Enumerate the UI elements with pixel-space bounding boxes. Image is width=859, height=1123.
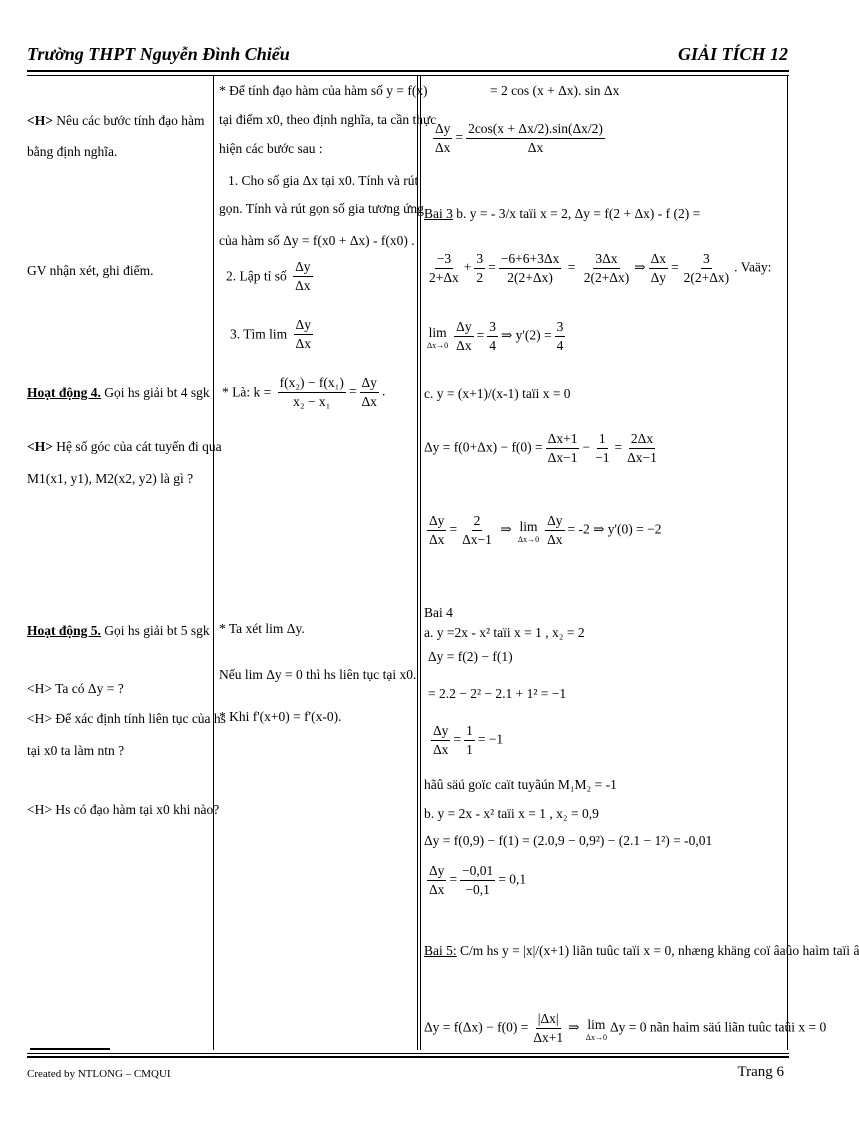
top-rule-thin [27, 75, 789, 76]
exercise-3-calc: $\frac{-3}{2+\Delta x}$ + $\frac{3}{2}$ = $\frac{-6+6+3\Delta x}{2(2+\Delta x)}$ = $\frac{3\Delta x}{2(2+\Delta x)}$ ⇒ $\frac{\Delta x}{\Delta y}$ = $\frac{3}{2(2+\Delta x)}$ . Vaäy: [429, 251, 772, 285]
subject-title: GIẢI TÍCH 12 [677, 44, 788, 64]
exercise-4b-ratio: $\frac{\Delta y}{\Delta x}$ = $\frac{-0,01}{-0,1}$ = 0,1 [429, 863, 527, 897]
slope-formula: * Là: k = $\frac{\text{f(x₂) − f(x₁)}}{\text{x₂ − x₁}}$ = $\frac{\Delta y}{\Delta x}$ . [222, 375, 386, 409]
exercise-3c-result: $\frac{\Delta y}{\Delta x}$ = $\frac{2}{\Delta x-1}$ ⇒ lim Δx→0 $\frac{\Delta y}{\Delta x}$ = -2 ⇒ y'(0) = −2 [429, 513, 662, 547]
exercise-4a: a. y =2x - x² taïi x = 1 , x₂ = 2 [424, 625, 585, 640]
step-intro-3: hiện các bước sau : [219, 141, 323, 156]
col-divider-2b [420, 75, 421, 1050]
question-1-cont: bằng định nghĩa. [27, 144, 118, 159]
exercise-4a-calc: = 2.2 − 2² − 2.1 + 1² = −1 [428, 686, 567, 701]
exercise-3: Bai 3 b. y = - 3/x taïi x = 2, Δy = f(2 + Δx) - f (2) = [424, 206, 701, 221]
step-intro: * Để tính đạo hàm của hàm số y = f(x) [219, 83, 428, 98]
sin-expansion: = 2 cos (x + Δx). sin Δx [490, 83, 620, 98]
question-2-cont: M1(x1, y1), M2(x2, y2) là gì ? [27, 471, 194, 486]
dy-dx-formula: $\frac{\Delta y}{\Delta x}$ = $\frac{2\cos(x + \Delta x/2).\sin(\Delta x/2)}{\Delta x}$ [435, 121, 603, 155]
step-1: 1. Cho số gia Δx tại x0. Tính và rút [228, 173, 419, 188]
col-divider-2 [417, 75, 418, 1050]
step-1-cont2: của hàm số Δy = f(x0 + Δx) - f(x0) . [219, 233, 415, 248]
continuity-rule: Nếu lim Δy = 0 thì hs liên tục tại x0. [219, 667, 417, 682]
col-divider-1 [213, 75, 214, 1050]
exercise-3-limit: lim Δx→0 $\frac{\Delta y}{\Delta x}$ = $\frac{3}{4}$ ⇒ y'(2) = $\frac{3}{4}$ [427, 319, 564, 353]
exercise-5: Bai 5: C/m hs y = |x|/(x+1) liãn tuûc taïi x = 0, nhæng khäng coï âaûo haìm taïi â [424, 943, 859, 958]
exercise-5-result: Δy = f(Δx) − f(0) = $\frac{|\Delta x|}{\Delta x+1}$ ⇒ lim Δx→0 Δy = 0 nãn haìm säú liãn tuûc taûi x = 0 [424, 1011, 827, 1045]
step-intro-2: tại điểm x0, theo định nghĩa, ta cần thực [219, 112, 437, 127]
step-3: 3. Tìm lim $\frac{\Delta y}{\Delta x}$ [230, 317, 311, 351]
question-2: <H> Hệ số góc của cát tuyến đi qua [27, 439, 222, 454]
teacher-note: GV nhận xét, ghi điểm. [27, 263, 154, 278]
bottom-rule [27, 1053, 789, 1054]
question-4-cont: tại x0 ta làm ntn ? [27, 743, 125, 758]
exercise-4a-ratio: $\frac{\Delta y}{\Delta x}$ = $\frac{1}{1}$ = −1 [433, 723, 504, 757]
exercise-3c: c. y = (x+1)/(x-1) taïi x = 0 [424, 386, 571, 401]
exercise-4: Bai 4 [424, 605, 453, 620]
question-4: <H> Để xác định tính liên tục của hs [27, 711, 226, 726]
right-border [787, 75, 788, 1050]
exercise-3c-dy: Δy = f(0+Δx) − f(0) = $\frac{\Delta x+1}{\Delta x-1}$ − $\frac{1}{-1}$ = $\frac{2\Delta x}{\Delta x-1}$ [424, 431, 657, 465]
activity-4: Hoạt động 4. Gọi hs giải bt 4 sgk [27, 385, 210, 400]
exercise-4a-dy: Δy = f(2) − f(1) [428, 649, 513, 664]
activity-5: Hoạt động 5. Gọi hs giải bt 5 sgk [27, 623, 210, 638]
step-2: 2. Lập tỉ số $\frac{\Delta y}{\Delta x}$ [226, 259, 311, 293]
derivative-rule: * Khi f'(x+0) = f'(x-0). [219, 709, 342, 724]
school-name: Trường THPT Nguyễn Đình Chiểu [27, 44, 290, 64]
step-1-cont: gọn. Tính và rút gọn số gia tương ứng [219, 201, 424, 216]
page-number: Trang 6 [737, 1064, 784, 1080]
question-5: <H> Hs có đạo hàm tại x0 khi nào? [27, 802, 220, 817]
exercise-4b: b. y = 2x - x² taïi x = 1 , x₂ = 0,9 [424, 806, 599, 821]
bottom-rule-thick [27, 1056, 789, 1058]
secant-slope: hãû säú goïc caït tuyãún M₁M₂ = -1 [424, 777, 617, 792]
question-1: <H> Nêu các bước tính đạo hàm [27, 113, 205, 128]
footer-credit: Created by NTLONG – CMQUI [27, 1068, 171, 1080]
question-3: <H> Ta có Δy = ? [27, 681, 124, 696]
small-rule [30, 1048, 110, 1050]
continuity-check: * Ta xét lim Δy. [219, 621, 305, 636]
exercise-4b-dy: Δy = f(0,9) − f(1) = (2.0,9 − 0,9²) − (2.1 − 1²) = -0,01 [424, 833, 713, 848]
top-rule [27, 70, 789, 72]
